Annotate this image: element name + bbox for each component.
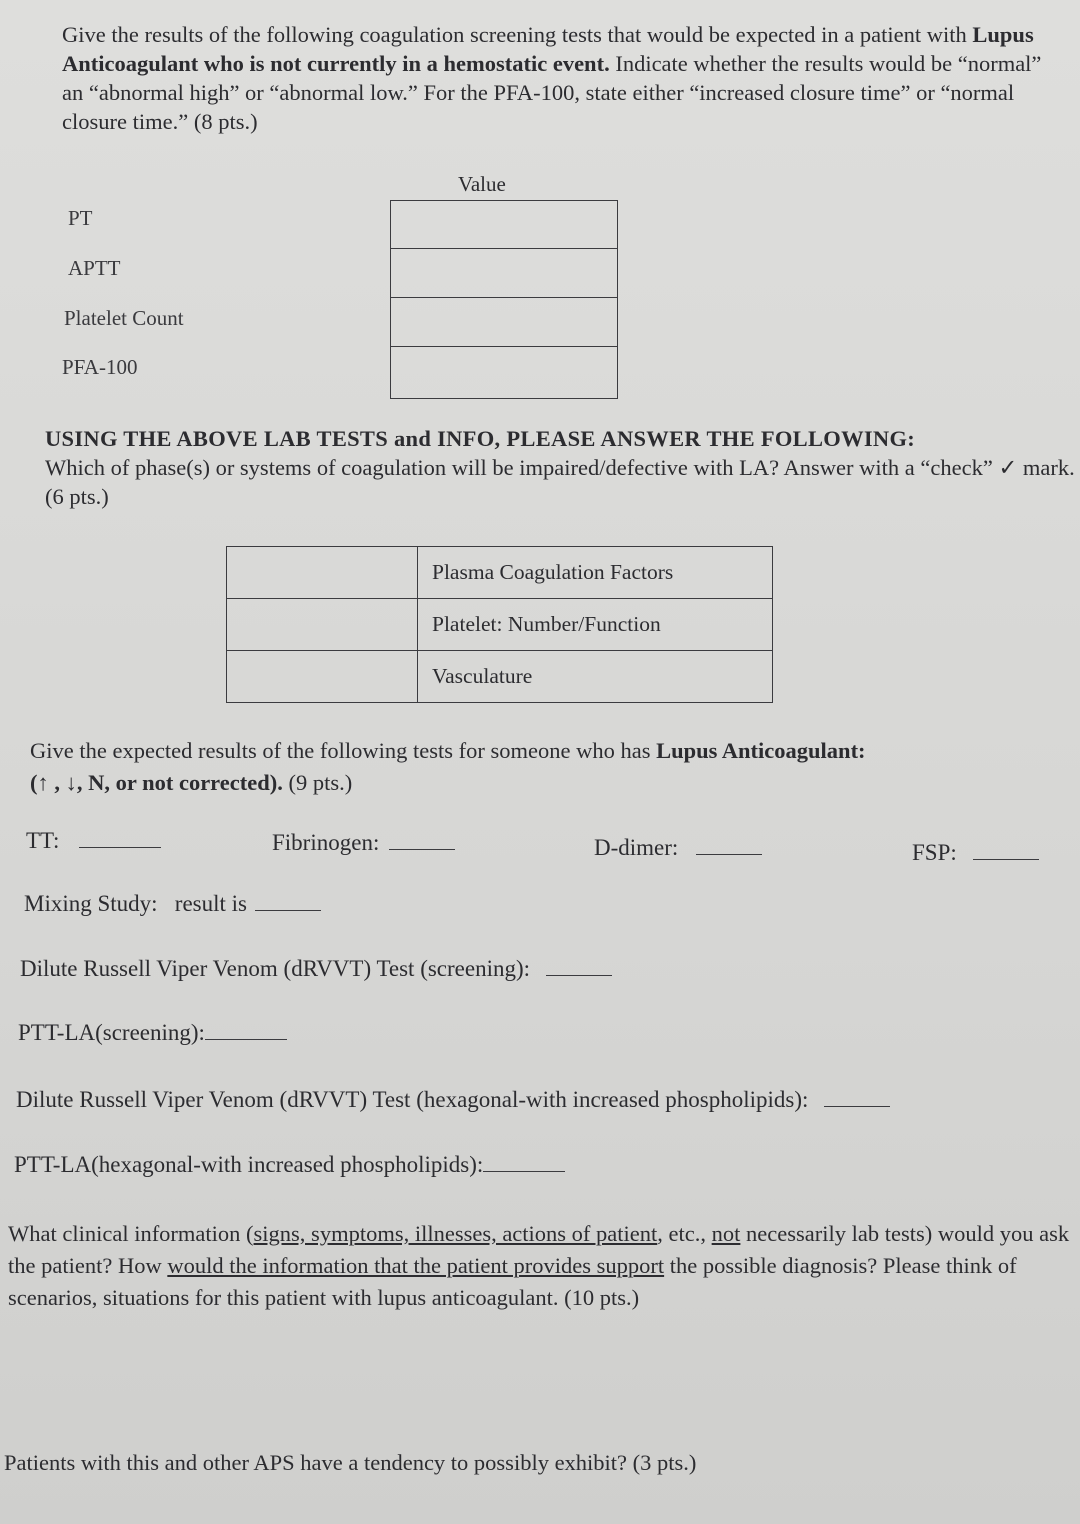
ddimer-label: D-dimer: <box>594 835 679 860</box>
check-cell-plasma[interactable] <box>227 547 418 599</box>
ddimer-item <box>594 835 762 861</box>
value-cell-pfa-100[interactable] <box>391 347 618 399</box>
phase-instructions: Which of phase(s) or systems of coagulation will be impaired/defective with LA? Answer with a “check” ✓ mark. (6 pts.) <box>45 455 1075 509</box>
drvvt-screening-blank[interactable] <box>546 974 612 976</box>
value-cell-pt[interactable] <box>391 201 618 249</box>
drvvt-hexagonal-label: Dilute Russell Viper Venom (dRVVT) Test (hexagonal-with increased phospholipids): <box>16 1087 809 1112</box>
lab-label-pt: PT <box>68 206 93 230</box>
expected-options: (↑ , ↓, N, or not corrected). <box>30 770 283 795</box>
lab-value-table <box>390 200 618 399</box>
drvvt-screening-item <box>20 956 612 982</box>
pttla-hexagonal-blank[interactable] <box>483 1170 565 1172</box>
clinical-underline-2: not <box>711 1221 741 1246</box>
check-cell-vasculature[interactable] <box>227 651 418 703</box>
pttla-screening-item <box>18 1020 287 1046</box>
tt-label: TT: <box>26 828 60 853</box>
pttla-screening-label: PTT-LA(screening): <box>18 1020 205 1045</box>
fsp-blank[interactable] <box>973 858 1039 860</box>
clinical-question <box>8 1218 1076 1314</box>
intro-text-2: Indicate whether the results would be “normal” an “abnormal high” or “abnormal low.” For the PFA-100, state either “increased closure time” or “normal closure time.” (8 pts.) <box>62 51 1042 134</box>
check-cell-platelet[interactable] <box>227 599 418 651</box>
mixing-study-label: Mixing Study: result is <box>24 891 247 916</box>
lab-label-platelet-count: Platelet Count <box>64 306 184 330</box>
lab-label-aptt: APTT <box>68 256 121 280</box>
fibrinogen-label: Fibrinogen: <box>272 830 380 855</box>
fsp-label: FSP: <box>912 840 957 865</box>
ddimer-blank[interactable] <box>696 853 762 855</box>
phase-label-vasculature: Vasculature <box>418 651 773 703</box>
drvvt-hexagonal-item <box>16 1087 890 1113</box>
mixing-study-blank[interactable] <box>255 909 321 911</box>
drvvt-hexagonal-blank[interactable] <box>824 1105 890 1107</box>
phase-question <box>45 424 1075 511</box>
value-column-header: Value <box>458 172 506 196</box>
tt-item <box>26 828 161 854</box>
phase-label-platelet: Platelet: Number/Function <box>418 599 773 651</box>
intro-bold: Lupus Anticoagulant who is not currently in a hemostatic event. <box>62 22 1034 76</box>
tt-blank[interactable] <box>79 846 161 848</box>
pttla-hexagonal-item <box>14 1152 565 1178</box>
clinical-text-4: the possible diagnosis? Please think of scenarios, situations for this patient with lupus anticoagulant. (10 pts.) <box>8 1253 1017 1310</box>
phase-heading: USING THE ABOVE LAB TESTS and INFO, PLEASE ANSWER THE FOLLOWING: <box>45 426 916 451</box>
pttla-hexagonal-label: PTT-LA(hexagonal-with increased phospholipids): <box>14 1152 484 1177</box>
intro-text-1: Give the results of the following coagulation screening tests that would be expected in a patient with <box>62 22 973 47</box>
clinical-underline-3: would the information that the patient provides support <box>167 1253 665 1278</box>
expected-bold: Lupus Anticoagulant: <box>656 738 866 763</box>
fsp-item <box>912 840 1039 866</box>
clinical-underline-1: signs, symptoms, illnesses, actions of patient <box>253 1221 658 1246</box>
clinical-text-2: , etc., <box>657 1221 712 1246</box>
mixing-study-item <box>24 891 321 917</box>
value-cell-aptt[interactable] <box>391 249 618 298</box>
clinical-text-3: necessarily lab tests) would you ask the patient? How <box>8 1221 1070 1278</box>
expected-text: Give the expected results of the following tests for someone who has <box>30 738 657 763</box>
value-cell-platelet-count[interactable] <box>391 298 618 347</box>
lab-label-pfa-100: PFA-100 <box>62 355 138 379</box>
expected-points: (9 pts.) <box>282 770 353 795</box>
aps-question: Patients with this and other APS have a tendency to possibly exhibit? (3 pts.) <box>4 1450 697 1475</box>
pttla-screening-blank[interactable] <box>205 1038 287 1040</box>
intro-paragraph <box>62 20 1052 136</box>
phase-label-plasma: Plasma Coagulation Factors <box>418 547 773 599</box>
expected-results-question <box>30 735 1060 799</box>
clinical-text-1: What clinical information ( <box>8 1221 254 1246</box>
phase-check-table <box>226 546 773 703</box>
drvvt-screening-label: Dilute Russell Viper Venom (dRVVT) Test (screening): <box>20 956 531 981</box>
fibrinogen-item <box>272 830 455 856</box>
fibrinogen-blank[interactable] <box>389 848 455 850</box>
